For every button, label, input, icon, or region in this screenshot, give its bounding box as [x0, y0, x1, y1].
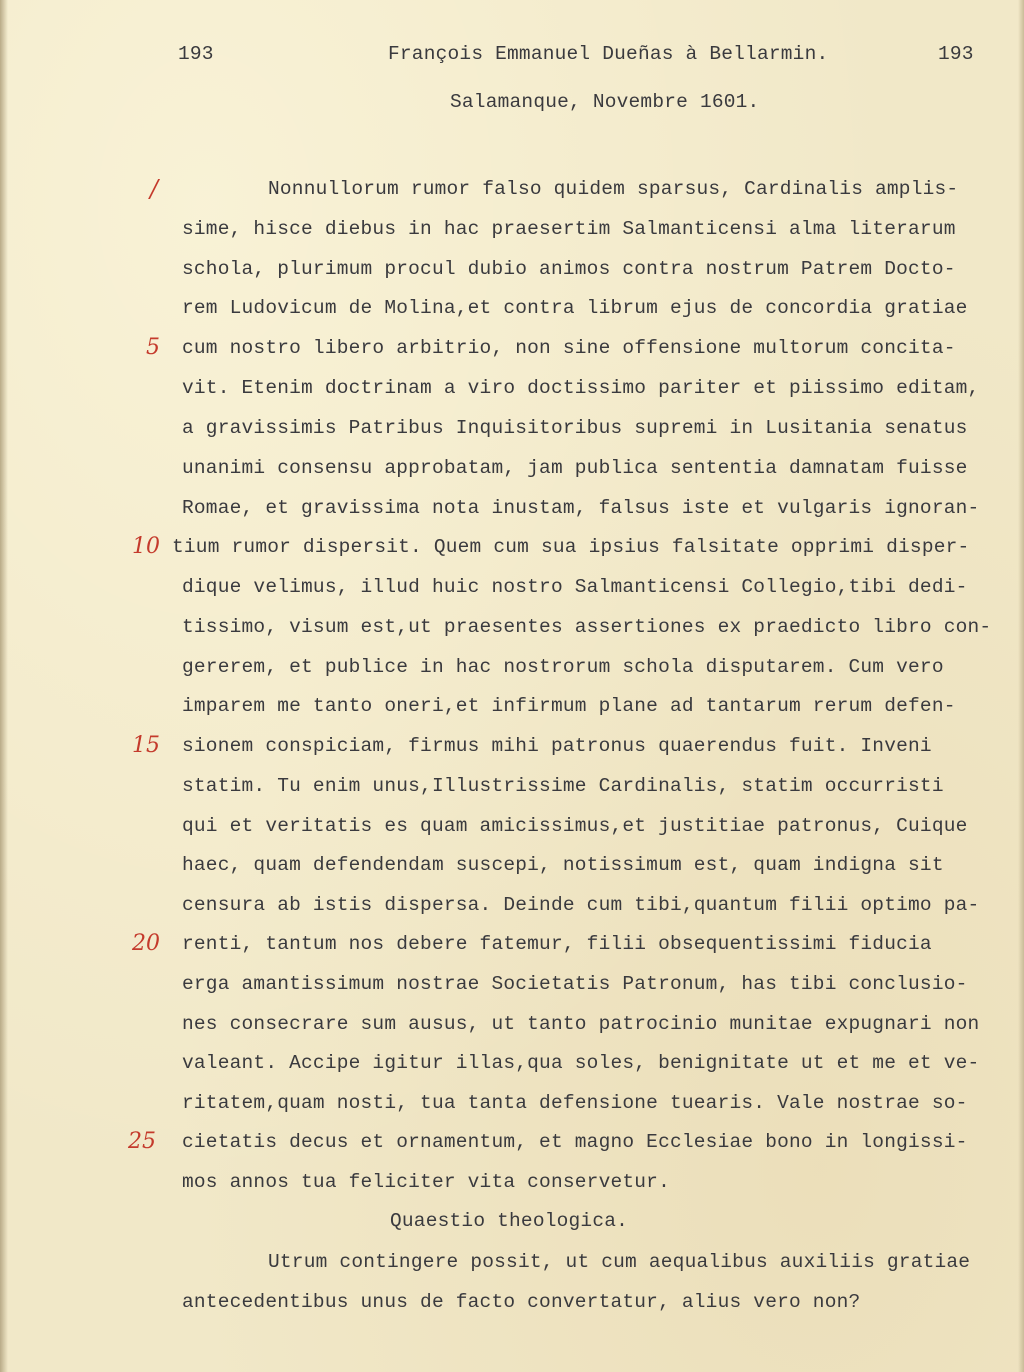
body-line: statim. Tu enim unus,Illustrissime Cardinalis, statim occurristi [182, 775, 944, 797]
body-line: Romae, et gravissima nota inustam, falsus iste et vulgaris ignoran- [182, 497, 980, 519]
document-title: François Emmanuel Dueñas à Bellarmin. [388, 43, 829, 65]
body-line: erga amantissimum nostrae Societatis Patronum, has tibi conclusio- [182, 973, 968, 995]
body-line: tium rumor dispersit. Quem cum sua ipsius falsitate opprimi disper- [172, 536, 970, 558]
body-line: imparem me tanto oneri,et infirmum plane ad tantarum rerum defen- [182, 695, 956, 717]
body-line: renti, tantum nos debere fatemur, filii obsequentissimi fiducia [182, 933, 932, 955]
body-line: schola, plurimum procul dubio animos contra nostrum Patrem Docto- [182, 258, 956, 280]
body-line: valeant. Accipe igitur illas,qua soles, benignitate ut et me et ve- [182, 1052, 980, 1074]
margin-line-number: 5 [146, 335, 160, 360]
body-line: nes consecrare sum ausus, ut tanto patrocinio munitae expugnari non [182, 1013, 980, 1035]
section-heading: Quaestio theologica. [390, 1210, 629, 1232]
place-date: Salamanque, Novembre 1601. [450, 91, 760, 113]
body-line: unanimi consensu approbatam, jam publica sententia damnatam fuisse [182, 457, 968, 479]
page-number-right: 193 [938, 43, 974, 65]
body-line: a gravissimis Patribus Inquisitoribus supremi in Lusitania senatus [182, 417, 968, 439]
body-line: Nonnullorum rumor falso quidem sparsus, Cardinalis amplis- [268, 178, 959, 200]
page-edge-right [1018, 0, 1024, 1372]
body-line: rem Ludovicum de Molina,et contra librum ejus de concordia gratiae [182, 297, 968, 319]
margin-line-number: 15 [132, 733, 160, 758]
body-line: dique velimus, illud huic nostro Salmanticensi Collegio,tibi dedi- [182, 576, 968, 598]
page-number-left: 193 [178, 43, 214, 65]
body-line: vit. Etenim doctrinam a viro doctissimo pariter et piissimo editam, [182, 377, 980, 399]
body-line: ritatem,quam nosti, tua tanta defensione tuearis. Vale nostrae so- [182, 1092, 968, 1114]
body-line: sime, hisce diebus in hac praesertim Salmanticensi alma literarum [182, 218, 956, 240]
body-line: tissimo, visum est,ut praesentes assertiones ex praedicto libro con- [182, 616, 992, 638]
body-line: mos annos tua feliciter vita conservetur. [182, 1171, 670, 1193]
body-line: qui et veritatis es quam amicissimus,et justitiae patronus, Cuique [182, 815, 968, 837]
body-line: gererem, et publice in hac nostrorum schola disputarem. Cum vero [182, 656, 944, 678]
margin-line-number: / [150, 175, 159, 203]
page-edge-left [0, 0, 8, 1372]
body-line: cum nostro libero arbitrio, non sine offensione multorum concita- [182, 337, 956, 359]
body-line: cietatis decus et ornamentum, et magno Ecclesiae bono in longissi- [182, 1131, 968, 1153]
body-line: censura ab istis dispersa. Deinde cum tibi,quantum filii optimo pa- [182, 894, 980, 916]
question-line: Utrum contingere possit, ut cum aequalibus auxiliis gratiae [268, 1251, 971, 1273]
margin-line-number: 10 [132, 534, 160, 559]
body-line: sionem conspiciam, firmus mihi patronus quaerendus fuit. Inveni [182, 735, 932, 757]
margin-line-number: 25 [128, 1129, 156, 1154]
body-line: haec, quam defendendam suscepi, notissimum est, quam indigna sit [182, 854, 944, 876]
question-line: antecedentibus unus de facto convertatur, alius vero non? [182, 1291, 861, 1313]
margin-line-number: 20 [132, 931, 160, 956]
